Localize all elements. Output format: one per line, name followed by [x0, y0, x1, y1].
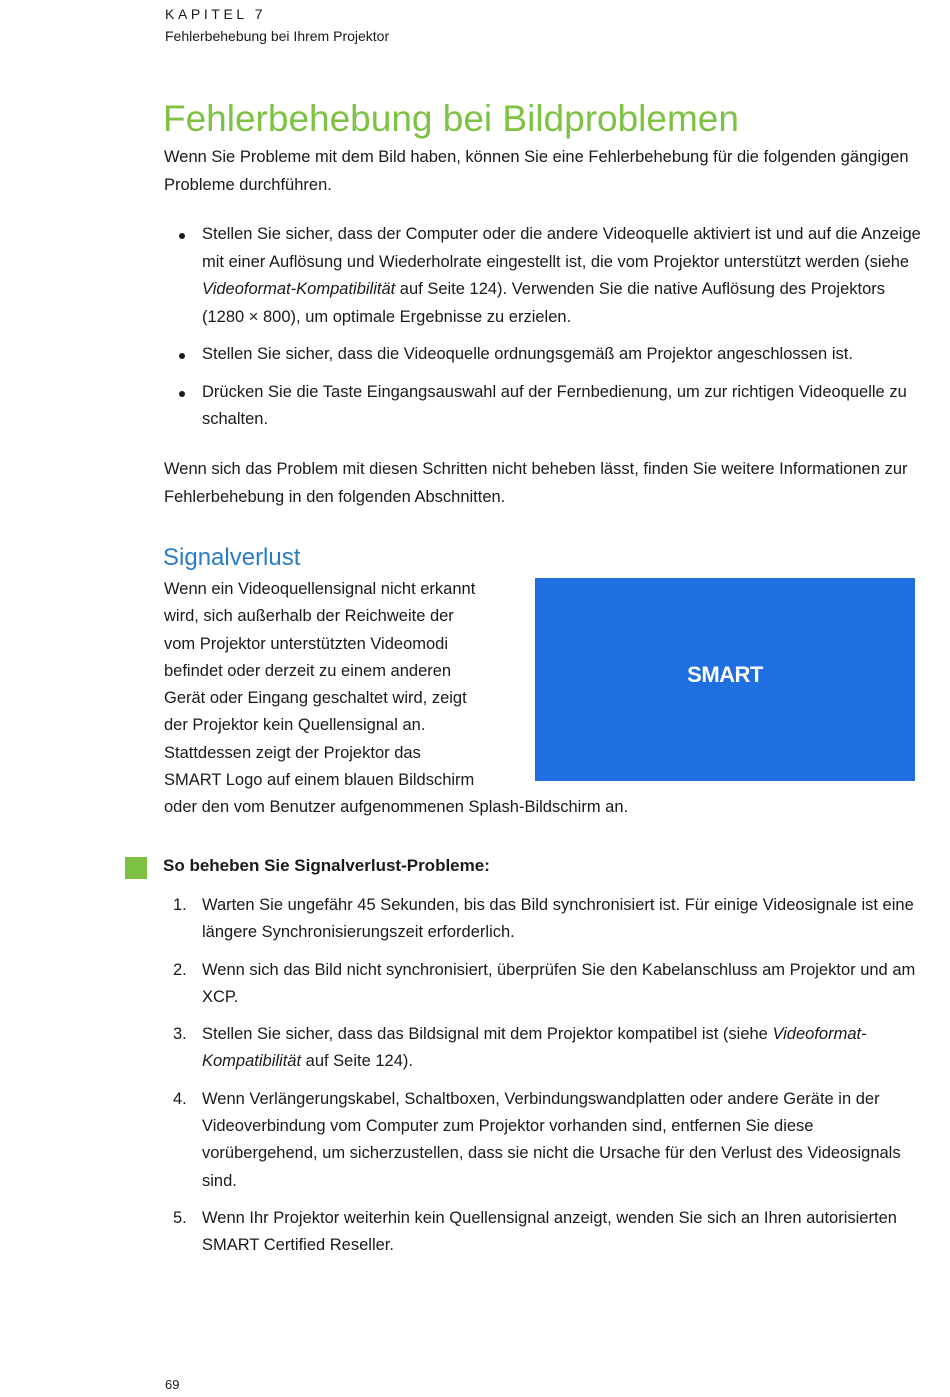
chapter-title: Fehlerbehebung bei Ihrem Projektor [165, 28, 390, 44]
text-line: oder den vom Benutzer aufgenommenen Splash-Bildschirm an. [164, 798, 629, 817]
text-line: vom Projektor unterstützten Videomodi [164, 634, 449, 653]
step-text-end: auf Seite 124). [301, 1052, 413, 1071]
step-number: 1. [173, 896, 187, 914]
procedure-marker-icon [125, 857, 147, 879]
smart-splash-screen-image [535, 578, 915, 781]
text-line: SMART Logo auf einem blauen Bildschirm [164, 771, 475, 790]
bullet-text: Stellen Sie sicher, dass der Computer oder die andere Videoquelle aktiviert ist und auf die Anzeige mit einer Auflösung und Wiederholrate eingestellt ist, die vom Projektor unterstützt werden (siehe [202, 225, 921, 271]
bullet-item [164, 221, 924, 331]
bullet-list [164, 221, 924, 444]
procedure-title: So beheben Sie Signalverlust-Probleme: [163, 856, 490, 875]
bullet-text-end: auf Seite 124). Verwenden Sie die native Auflösung des Projektors (1280 × 800), um optimale Ergebnisse zu erzielen. [202, 280, 886, 326]
bullet-item [164, 341, 924, 369]
step-item [164, 1205, 924, 1260]
bullet-dot-icon [179, 391, 185, 397]
step-text: Wenn Ihr Projektor weiterhin kein Quellensignal anzeigt, wenden Sie sich an Ihren autorisierten SMART Certified Reseller. [202, 1208, 897, 1255]
smart-logo: SMART [687, 662, 763, 687]
text-line: wird, sich außerhalb der Reichweite der [164, 607, 454, 626]
step-item [164, 1086, 924, 1195]
step-text: Stellen Sie sicher, dass das Bildsignal mit dem Projektor kompatibel ist (siehe [202, 1025, 773, 1044]
step-item [164, 892, 924, 947]
step-number: 3. [173, 1025, 187, 1044]
page-title: Fehlerbehebung bei Bildproblemen [163, 98, 739, 139]
bullet-dot-icon [179, 353, 185, 359]
step-number: 2. [173, 960, 187, 979]
text-line: befindet oder derzeit zu einem anderen [164, 661, 452, 680]
text-line: der Projektor kein Quellensignal an. [164, 716, 426, 735]
bullet-item [164, 379, 924, 434]
procedure-steps [164, 892, 924, 1270]
bullet-text: Stellen Sie sicher, dass die Videoquelle ordnungsgemäß am Projektor angeschlossen ist. [202, 345, 853, 363]
cross-reference-link[interactable]: Videoformat-Kompatibilität [202, 1025, 867, 1071]
cross-reference-link[interactable]: Videoformat-Kompatibilität [202, 280, 396, 298]
step-text: Warten Sie ungefähr 45 Sekunden, bis das Bild synchronisiert ist. Für einige Videosignale ist eine längere Synchronisierungszeit erforderlich. [202, 896, 914, 942]
step-text: Wenn Verlängerungskabel, Schaltboxen, Verbindungswandplatten oder andere Geräte in der Videoverbindung vom Computer zum Projektor vorhanden sind, entfernen Sie diese vorübergehend, um sicherzustellen, dass sie nicht die Ursache für den Verlust des Videosignals sind. [202, 1089, 901, 1190]
page-header [165, 6, 389, 44]
section-heading-signal-loss: Signalverlust [163, 544, 301, 571]
intro-paragraph: Wenn Sie Probleme mit dem Bild haben, können Sie eine Fehlerbehebung für die folgenden gängigen Probleme durchführen. [164, 148, 909, 194]
page-number: 69 [165, 1377, 180, 1392]
bullet-dot-icon [179, 233, 185, 239]
step-item [164, 1021, 924, 1076]
text-line: Wenn ein Videoquellensignal nicht erkannt [164, 580, 476, 598]
step-number: 4. [173, 1089, 187, 1108]
step-number: 5. [173, 1208, 187, 1227]
step-text: Wenn sich das Bild nicht synchronisiert, überprüfen Sie den Kabelanschluss am Projektor und am XCP. [202, 960, 916, 1006]
step-item [164, 957, 924, 1012]
text-line: Gerät oder Eingang geschaltet wird, zeigt [164, 689, 467, 708]
followup-paragraph: Wenn sich das Problem mit diesen Schritten nicht beheben lässt, finden Sie weitere Informationen zur Fehlerbehebung in den folgenden Abschnitten. [164, 460, 908, 506]
bullet-text: Drücken Sie die Taste Eingangsauswahl auf der Fernbedienung, um zur richtigen Videoquelle zu schalten. [202, 382, 907, 428]
text-line: Stattdessen zeigt der Projektor das [164, 743, 421, 762]
chapter-label: KAPITEL 7 [165, 6, 267, 22]
